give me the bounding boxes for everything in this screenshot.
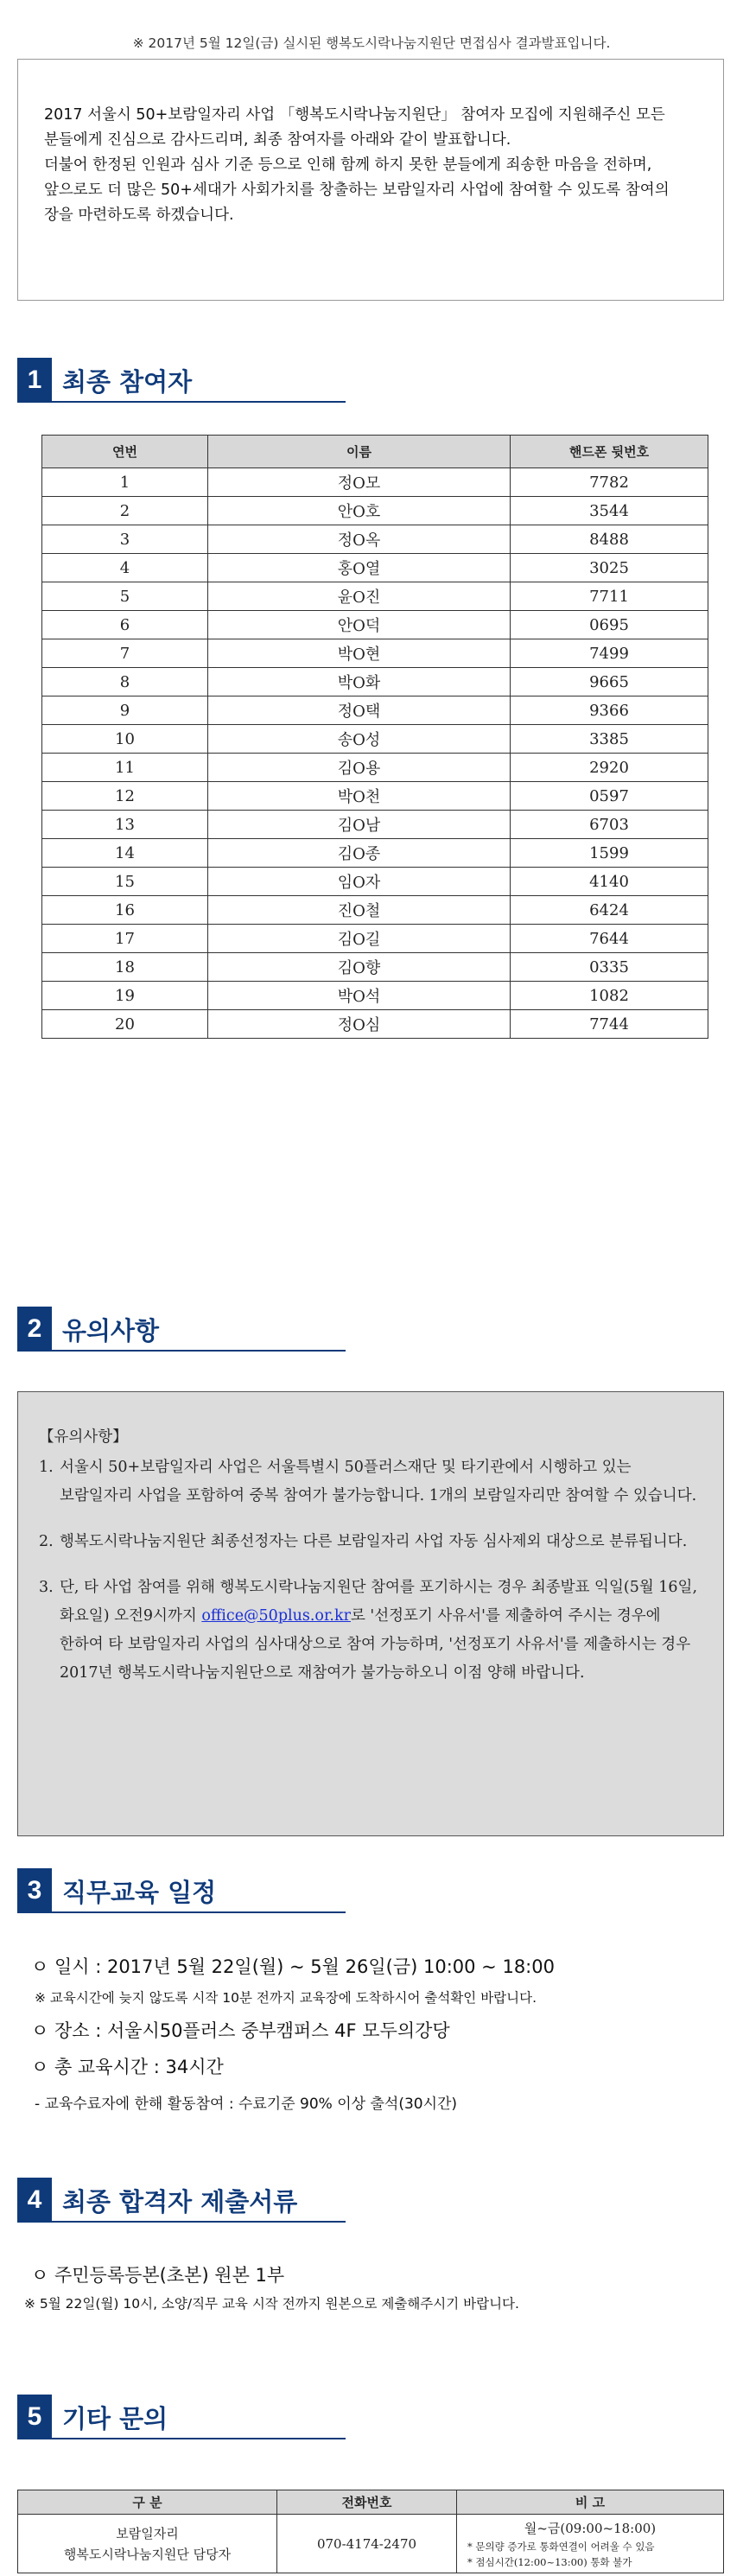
table-row	[42, 725, 708, 754]
caution-item	[39, 1528, 702, 1556]
section-title: 유의사항	[62, 1316, 160, 1345]
training-completion: - 교육수료자에 한해 활동참여 : 수료기준 90% 이상 출석(30시간)	[35, 2096, 458, 2113]
section-title: 최종 참여자	[62, 367, 193, 397]
table-row	[42, 953, 708, 982]
caution-item-number: 2.	[39, 1533, 54, 1550]
table-row	[42, 554, 708, 582]
table-row	[18, 2515, 724, 2573]
cell-name: 김O남	[208, 811, 511, 839]
table-row	[42, 582, 708, 611]
cell-phone: 9366	[511, 696, 708, 725]
contact-remarks	[457, 2515, 724, 2573]
cell-phone: 0695	[511, 611, 708, 639]
cell-name: 윤O진	[208, 582, 511, 611]
column-header-phone: 핸드폰 뒷번호	[511, 436, 708, 468]
cell-phone: 3544	[511, 497, 708, 525]
section-underline	[52, 2438, 346, 2439]
table-row	[42, 1010, 708, 1039]
training-date-note: ※ 교육시간에 늦지 않도록 시작 10분 전까지 교육장에 도착하시어 출석확인 바랍니다.	[35, 1990, 537, 2006]
cell-phone: 8488	[511, 525, 708, 554]
intro-paragraph-2: 더불어 한정된 인원과 심사 기준 등으로 인해 함께 하지 못한 분들에게 죄송한 마음을 전하며, 앞으로도 더 많은 50+세대가 사회가치를 창출하는 보람일자리 사업에 참여할 수 있도록 참여의 장을 마련하도록 하겠습니다.	[44, 156, 670, 224]
cell-number: 17	[42, 925, 208, 953]
section-number: 3	[17, 1868, 52, 1913]
table-row	[42, 696, 708, 725]
cell-number: 7	[42, 639, 208, 668]
cell-number: 20	[42, 1010, 208, 1039]
section-title: 기타 문의	[62, 2404, 168, 2433]
section-header-job-training	[17, 1868, 346, 1913]
cell-number: 19	[42, 982, 208, 1010]
table-row	[42, 754, 708, 782]
table-row	[42, 468, 708, 497]
cell-phone: 1599	[511, 839, 708, 868]
cell-number: 13	[42, 811, 208, 839]
cell-phone: 2920	[511, 754, 708, 782]
cell-phone: 7782	[511, 468, 708, 497]
cell-name: 박O현	[208, 639, 511, 668]
cell-number: 16	[42, 896, 208, 925]
caution-text-part: 로 '선정포기 사유서'를 제출하여 주시는 경우에 한하여 타 보람일자리 사업의 심사대상으로 참여 가능하며, '선정포기 사유서'를 제출하시는 경우 2017년 행복도시락나눔지원단으로 재참여가 불가능하오니 이점 양해 바랍니다.	[60, 1607, 691, 1682]
caution-item-text: 행복도시락나눔지원단 최종선정자는 다른 보람일자리 사업 자동 심사제외 대상으로 분류됩니다.	[60, 1533, 688, 1550]
participants-table-body	[42, 468, 708, 1039]
cell-name: 정O택	[208, 696, 511, 725]
cell-name: 정O심	[208, 1010, 511, 1039]
caution-item-text	[60, 1574, 702, 1688]
announcement-notice: ※ 2017년 5월 12일(금) 실시된 행복도시락나눔지원단 면접심사 결과발표입니다.	[132, 35, 611, 51]
contact-table	[17, 2490, 724, 2573]
cell-phone: 9665	[511, 668, 708, 696]
cell-number: 5	[42, 582, 208, 611]
table-row	[42, 639, 708, 668]
column-header-number: 연번	[42, 436, 208, 468]
table-header-row	[18, 2490, 724, 2515]
table-row	[42, 525, 708, 554]
cell-phone: 6424	[511, 896, 708, 925]
cell-number: 11	[42, 754, 208, 782]
office-email-link[interactable]: office@50plus.or.kr	[201, 1607, 351, 1625]
cell-phone: 7499	[511, 639, 708, 668]
contact-department	[18, 2515, 277, 2573]
cell-number: 14	[42, 839, 208, 868]
cell-name: 김O길	[208, 925, 511, 953]
cell-name: 박O천	[208, 782, 511, 811]
cell-name: 송O성	[208, 725, 511, 754]
cell-phone: 0597	[511, 782, 708, 811]
cell-name: 정O옥	[208, 525, 511, 554]
intro-paragraph-1: 2017 서울시 50+보람일자리 사업 「행복도시락나눔지원단」 참여자 모집에 지원해주신 모든 분들에게 진심으로 감사드리며, 최종 참여자를 아래와 같이 발표합니다.	[44, 106, 665, 149]
caution-heading: 【유의사항】	[39, 1428, 128, 1446]
section-title: 최종 합격자 제출서류	[62, 2187, 298, 2217]
caution-item-number: 3.	[39, 1579, 54, 1596]
cell-number: 12	[42, 782, 208, 811]
cell-number: 15	[42, 868, 208, 896]
section-number: 5	[17, 2395, 52, 2439]
caution-item	[39, 1453, 702, 1511]
table-row	[42, 868, 708, 896]
participants-table	[41, 435, 708, 1039]
table-row	[42, 982, 708, 1010]
cell-phone: 0335	[511, 953, 708, 982]
table-row	[42, 896, 708, 925]
section-number: 2	[17, 1307, 52, 1352]
caution-item-number: 1.	[39, 1459, 54, 1476]
cell-number: 3	[42, 525, 208, 554]
cell-phone: 1082	[511, 982, 708, 1010]
table-row	[42, 839, 708, 868]
caution-item-text: 서울시 50+보람일자리 사업은 서울특별시 50플러스재단 및 타기관에서 시행하고 있는 보람일자리 사업을 포함하여 중복 참여가 불가능합니다. 1개의 보람일자리만 참여할 수 있습니다.	[60, 1459, 697, 1504]
caution-item	[39, 1574, 702, 1688]
cell-name: 진O철	[208, 896, 511, 925]
column-header-phone: 전화번호	[277, 2490, 457, 2515]
contact-hours: 월~금(09:00~18:00)	[524, 2520, 657, 2536]
cell-name: 홍O열	[208, 554, 511, 582]
cell-number: 1	[42, 468, 208, 497]
contact-department-line: 보람일자리	[116, 2525, 179, 2541]
table-row	[42, 782, 708, 811]
training-place: ㅇ 장소 : 서울시50플러스 중부캠퍼스 4F 모두의강당	[31, 2020, 450, 2041]
column-header-category: 구 분	[18, 2490, 277, 2515]
contact-department-line: 행복도시락나눔지원단 담당자	[63, 2546, 232, 2562]
section-title: 직무교육 일정	[62, 1878, 217, 1907]
cell-number: 6	[42, 611, 208, 639]
table-header-row	[42, 436, 708, 468]
section-header-final-participants	[17, 358, 346, 403]
cell-phone: 7711	[511, 582, 708, 611]
cell-phone: 3025	[511, 554, 708, 582]
cell-number: 2	[42, 497, 208, 525]
contact-note: * 문의량 증가로 통화연결이 어려울 수 있음	[467, 2540, 655, 2553]
cell-name: 박O화	[208, 668, 511, 696]
table-row	[42, 668, 708, 696]
cell-name: 박O석	[208, 982, 511, 1010]
cell-phone: 7744	[511, 1010, 708, 1039]
contact-note: * 점심시간(12:00~13:00) 통화 불가	[467, 2555, 632, 2568]
intro-box	[17, 59, 724, 301]
section-underline	[52, 1350, 346, 1352]
cell-phone: 7644	[511, 925, 708, 953]
section-header-inquiry	[17, 2395, 346, 2439]
section-underline	[52, 1911, 346, 1913]
cell-name: 김O용	[208, 754, 511, 782]
table-row	[42, 611, 708, 639]
cell-number: 18	[42, 953, 208, 982]
cell-name: 안O호	[208, 497, 511, 525]
cell-name: 김O종	[208, 839, 511, 868]
cell-name: 임O자	[208, 868, 511, 896]
section-number: 1	[17, 358, 52, 403]
cell-number: 4	[42, 554, 208, 582]
training-date: ㅇ 일시 : 2017년 5월 22일(월) ~ 5월 26일(금) 10:00 ~ 18:00	[31, 1956, 555, 1977]
document-note: ※ 5월 22일(월) 10시, 소양/직무 교육 시작 전까지 원본으로 제출해주시기 바랍니다.	[24, 2296, 519, 2312]
column-header-name: 이름	[208, 436, 511, 468]
table-row	[42, 811, 708, 839]
cell-phone: 3385	[511, 725, 708, 754]
caution-text-part: 단, 타 사업 참여를 위해 행복도시락나눔지원단 참여를 포기하시는 경우 최종발표 익일(5월 16일, 화요일) 오전9시까지	[60, 1579, 698, 1625]
contact-phone: 070-4174-2470	[277, 2515, 457, 2573]
table-row	[42, 925, 708, 953]
cell-name: 정O모	[208, 468, 511, 497]
required-document: ㅇ 주민등록등본(초본) 원본 1부	[31, 2265, 285, 2286]
cell-number: 10	[42, 725, 208, 754]
cell-phone: 4140	[511, 868, 708, 896]
caution-box	[17, 1391, 724, 1836]
section-number: 4	[17, 2178, 52, 2223]
section-header-documents	[17, 2178, 346, 2223]
section-underline	[52, 2221, 346, 2223]
table-row	[42, 497, 708, 525]
cell-name: 김O향	[208, 953, 511, 982]
section-underline	[52, 401, 346, 403]
cell-name: 안O덕	[208, 611, 511, 639]
column-header-remarks: 비 고	[457, 2490, 724, 2515]
cell-number: 9	[42, 696, 208, 725]
section-header-cautions	[17, 1307, 346, 1352]
cell-phone: 6703	[511, 811, 708, 839]
training-hours: ㅇ 총 교육시간 : 34시간	[31, 2057, 224, 2077]
cell-number: 8	[42, 668, 208, 696]
